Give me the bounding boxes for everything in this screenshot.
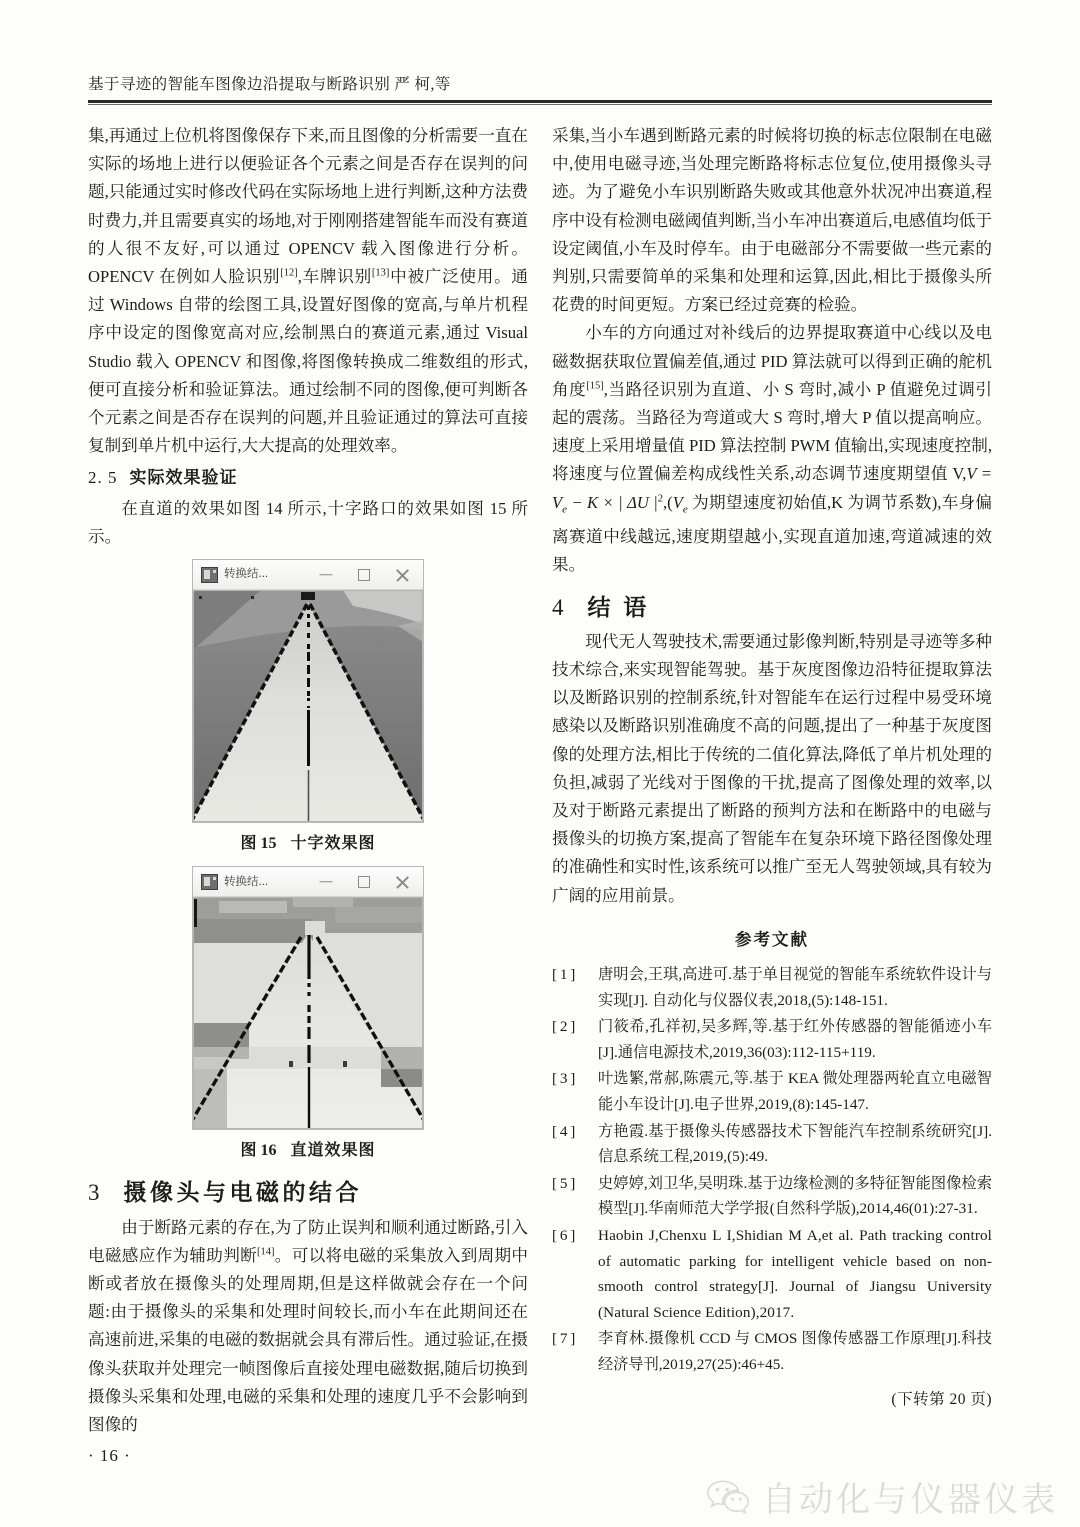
reference-item (552, 1326, 992, 1377)
paragraph-left-3 (88, 1214, 528, 1440)
reference-label: [ 6 ] (552, 1226, 575, 1244)
reference-item (552, 1014, 992, 1065)
maximize-icon (358, 876, 370, 888)
app-window-icon (201, 567, 218, 583)
reference-item (552, 1223, 992, 1325)
paragraph-right-1: 采集,当小车遇到断路元素的时候将切换的标志位限制在电磁中,使用电磁寻迹,当处理完断路将标志位复位,使用摄像头寻迹。为了避免小车识别断路失败或其他意外状况冲出赛道,程序中设有检测电磁阈值判断,当小车冲出赛道后,电感值均低于设定阈值,小车及时停车。由于电磁部分不需要做一些元素的判别,只需要简单的采集和处理和运算,因此,相比于摄像头所花费的时间更短。方案已经过竞赛的检验。 (552, 126, 992, 315)
formula-v-initial-sub: e (682, 502, 688, 515)
section-heading-4 (552, 594, 992, 622)
references-list (552, 962, 992, 1378)
citation-15: [15] (586, 380, 604, 392)
minimize-button[interactable] (307, 561, 345, 589)
maximize-icon (358, 569, 370, 581)
wechat-icon (706, 1477, 750, 1515)
minimize-icon (320, 574, 333, 576)
page-number: · 16 · (88, 1446, 131, 1465)
section-3-number: 3 (88, 1180, 100, 1206)
section-heading-2-5 (88, 464, 528, 492)
reference-text: 门筱希,孔祥初,吴多辉,等.基于红外传感器的智能循迹小车[J].通信电源技术,2019,36(03):112-115+119. (598, 1018, 992, 1061)
left-column (88, 122, 528, 1439)
paragraph-left-1-textA: 集,再通过上位机将图像保存下来,而且图像的分析需要一直在实际的场地上进行以便验证各个元素之间是否存在误判的问题,只能通过实时修改代码在实际场地上进行判断,这种方法费时费力,并且需要真实的场地,对于刚刚搭建智能车而没有赛道的人很不友好,可以通过 OPENCV 载入图像进行分析。OPENCV 在例如人脸识别 (88, 126, 528, 287)
citation-12: [12] (280, 267, 298, 279)
section-4-number: 4 (552, 594, 564, 620)
paragraph-left-1-textC: 中被广泛使用。通过 Windows 自带的绘图工具,设置好图像的宽高,与单片机程序中设定的图像宽高对应,绘制黑白的赛道元素,通过 Visual Studio 载入 OPENCV 和图像,将图像转换成二维数组的形式,便可直接分析和验证算法。通过绘制不同的图像,便可判断各个元素之间是否存在误判的问题,并且验证通过的算法可直接复制到单片机中运行,大大提高的处理效率。 (88, 267, 529, 456)
paragraph-right-2-textD: 为期望速度初始值,K 为调节系数),车身偏离赛道中线越远,速度期望越小,实现直道加速,弯道减速的效果。 (552, 492, 992, 575)
continuation-note: (下转第 20 页) (891, 1390, 992, 1408)
close-icon (395, 874, 410, 889)
figure-16 (88, 866, 528, 1165)
close-button[interactable] (383, 868, 421, 896)
close-icon (395, 567, 410, 582)
citation-13: [13] (371, 267, 390, 279)
formula-exponent: 2 (657, 493, 664, 505)
reference-item (552, 962, 992, 1013)
reference-label: [ 3 ] (552, 1070, 575, 1088)
section-heading-3 (88, 1179, 528, 1207)
figure-15-caption-number: 图 15 (240, 835, 277, 853)
reference-item (552, 1171, 992, 1222)
formula-middle: − K × | ΔU | (567, 492, 658, 512)
figure-15-caption (240, 830, 375, 858)
reference-text: 方艳霞.基于摄像头传感器技术下智能汽车控制系统研究[J].信息系统工程,2019,(5):49. (598, 1122, 992, 1166)
paragraph-right-2-textC: ,( (663, 492, 673, 512)
figure-16-titlebar (193, 867, 423, 897)
paragraph-left-1 (88, 122, 528, 460)
reference-item (552, 1119, 992, 1170)
paragraph-right-2-textA: 小车的方向通过对补线后的边界提取赛道中心线以及电磁数据获取位置偏差值,通过 PID 算法就可以得到正确的舵机角度 (552, 323, 992, 399)
reference-label: [ 5 ] (552, 1174, 575, 1192)
running-header: 基于寻迹的智能车图像边沿提取与断路识别 严 柯,等 (88, 76, 451, 93)
right-column (552, 122, 992, 1414)
footer-banner-text: 自动化与仪器仪表 (762, 1480, 1058, 1519)
formula-subscript-e: e (562, 502, 568, 515)
section-2-5-title: 实际效果验证 (129, 468, 238, 488)
figure-15-window (192, 559, 424, 823)
reference-label: [ 4 ] (552, 1122, 575, 1140)
paragraph-right-3: 现代无人驾驶技术,需要通过影像判断,特别是寻迹等多种技术综合,来实现智能驾驶。基于灰度图像边沿特征提取算法以及断路识别的控制系统,针对智能车在运行过程中易受环境感染以及断路识别准确度不高的问题,提出了一种基于灰度图像的处理方法,相比于传统的二值化算法,降低了单片机处理的负担,减弱了光线对于图像的干扰,提高了图像处理的效率,以及对于断路元素提出了断路的预判方法和在断路中的电磁与摄像头的切换方案,提高了智能车在复杂环境下路径图像处理的准确性和实时性,该系统可以推广至无人驾驶领域,具有较为广阔的应用前景。 (552, 631, 992, 905)
reference-label: [ 2 ] (552, 1018, 575, 1036)
figure-15-window-title: 转换结... (224, 568, 269, 581)
figure-15 (88, 559, 528, 858)
paragraph-left-3-textA: 由于断路元素的存在,为了防止误判和顺利通过断路,引入电磁感应作为辅助判断 (88, 1217, 528, 1265)
app-window-icon (201, 874, 218, 890)
figure-16-caption (240, 1137, 375, 1165)
section-4-title: 结 语 (587, 594, 650, 620)
reference-text: 叶选繁,常郝,陈震元,等.基于 KEA 微处理器两轮直立电磁智能小车设计[J].电子世界,2019,(8):145-147. (598, 1070, 992, 1113)
figure-16-canvas (193, 897, 423, 1129)
figure-15-titlebar (193, 560, 423, 590)
section-2-5-number: 2. 5 (88, 468, 118, 488)
references-heading: 参考文献 (735, 929, 809, 949)
maximize-button[interactable] (345, 868, 383, 896)
figure-15-caption-text: 十字效果图 (290, 835, 376, 853)
maximize-button[interactable] (345, 561, 383, 589)
paragraph-left-2: 在直道的效果如图 14 所示,十字路口的效果如图 15 所示。 (88, 498, 528, 546)
paragraph-left-1-textB: ,车牌识别 (297, 267, 372, 287)
section-3-title: 摄像头与电磁的结合 (123, 1180, 362, 1206)
formula-v-initial: V (672, 492, 683, 512)
reference-text: 史婷婷,刘卫华,吴明珠.基于边缘检测的多特征智能图像检索模型[J].华南师范大学学报(自然科学版),2014,46(01):27-31. (598, 1174, 992, 1218)
minimize-icon (320, 881, 333, 883)
reference-label: [ 1 ] (552, 966, 575, 983)
figure-16-caption-text: 直道效果图 (290, 1142, 376, 1160)
reference-item (552, 1066, 992, 1117)
figure-16-window (192, 866, 424, 1130)
reference-text: Haobin J,Chenxu L I,Shidian M A,et al. Path tracking control of automatic parking for intelligent vehicle based on non-smooth control strategy[J]. Journal of Jiangsu University (Natural Science Edition),2017. (598, 1226, 992, 1321)
reference-text: 李育林.摄像机 CCD 与 CMOS 图像传感器工作原理[J].科技经济导刊,2019,27(25):46+45. (598, 1330, 992, 1373)
reference-label: [ 7 ] (552, 1330, 575, 1348)
close-button[interactable] (383, 561, 421, 589)
figure-16-window-title: 转换结... (224, 875, 269, 888)
figure-16-caption-number: 图 16 (240, 1142, 277, 1160)
footer-banner (0, 1465, 1080, 1527)
citation-14: [14] (257, 1246, 275, 1258)
formula-velocity: V = V (552, 464, 992, 512)
figure-15-image (193, 590, 423, 822)
paragraph-right-2 (552, 319, 992, 579)
figure-16-image (193, 897, 423, 1129)
paragraph-left-3-textB: 。可以将电磁的采集放入到周期中断或者放在摄像头的处理周期,但是这样做就会存在一个问题:由于摄像头的采集和处理时间较长,而小车在此期间还在高速前进,采集的电磁的数据就会具有滞后性。通过验证,在摄像头获取并处理完一帧图像后直接处理电磁数据,随后切换到摄像头采集和处理,电磁的采集和处理的速度几乎不会影响到图像的 (88, 1245, 528, 1435)
minimize-button[interactable] (307, 868, 345, 896)
header-rule (88, 100, 992, 103)
paragraph-right-2-textB: ,当路径识别为直道、小 S 弯时,减小 P 值避免过调引起的震荡。当路径为弯道或大 S 弯时,增大 P 值以提高响应。速度上采用增量值 PID 算法控制 PWM 值输出,实现速度控制,将速度与位置偏差构成线性关系,动态调节速度期望值 V, (552, 379, 993, 484)
figure-15-canvas (193, 590, 423, 822)
reference-text: 唐明会,王琪,高进可.基于单目视觉的智能车系统软件设计与实现[J]. 自动化与仪器仪表,2018,(5):148-151. (598, 966, 992, 1009)
